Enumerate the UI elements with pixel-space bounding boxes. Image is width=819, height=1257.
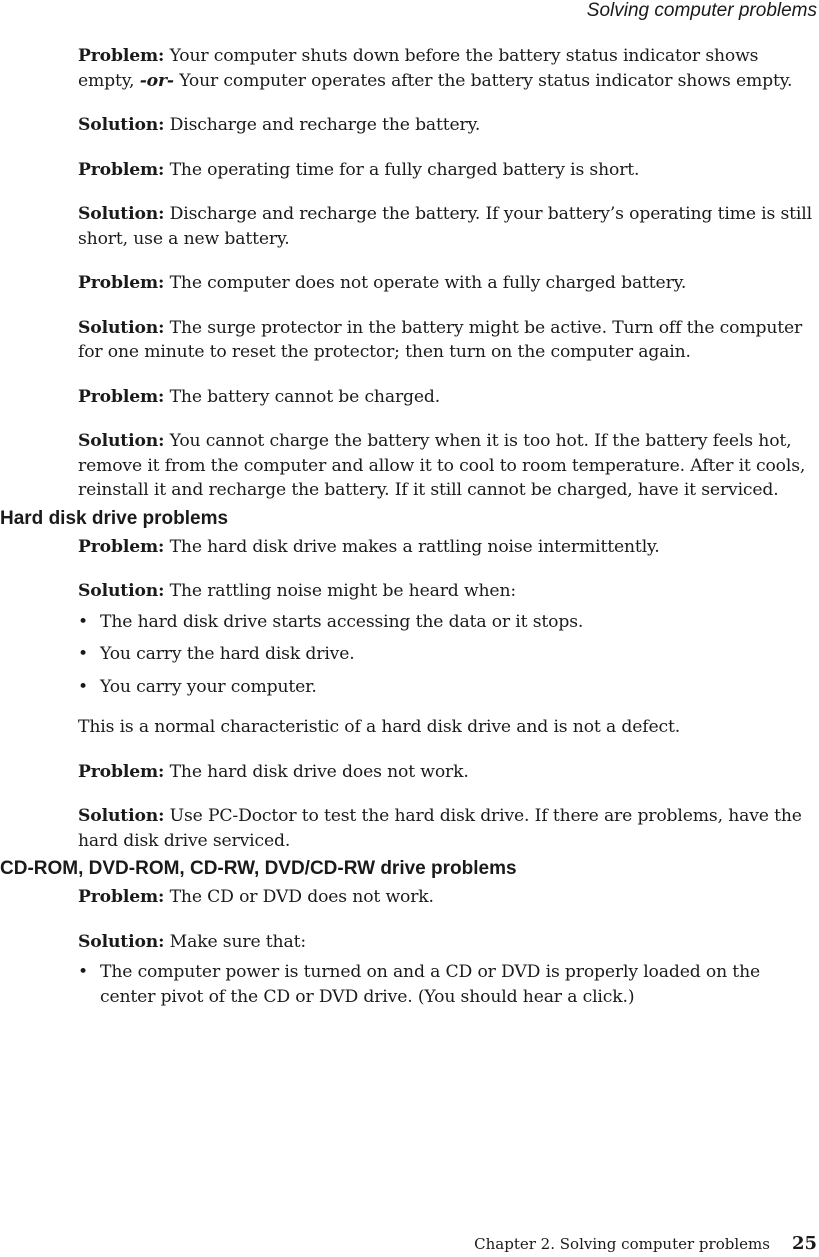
solution-paragraph xyxy=(78,930,816,955)
problem-label: Problem: xyxy=(78,536,165,557)
solution-label: Solution: xyxy=(78,806,165,826)
solution-label: Solution: xyxy=(78,581,165,601)
paragraph-text: The hard disk drive makes a rattling noise intermittently. xyxy=(169,536,660,557)
paragraph-text: Discharge and recharge the battery. xyxy=(169,115,481,135)
or-separator: -or- xyxy=(139,70,174,91)
solution-paragraph xyxy=(78,804,816,853)
paragraph-text: You cannot charge the battery when it is too hot. If the battery feels hot, remove it from the computer and allow it to cool to room temperature. After it cools, reinstall it and recharge the battery. If it still cannot be charged, have it serviced. xyxy=(78,431,806,500)
solution-label: Solution: xyxy=(78,317,165,338)
solution-label: Solution: xyxy=(78,931,165,952)
page-number: 25 xyxy=(791,1233,817,1254)
paragraph-text: Use PC-Doctor to test the hard disk drive. If there are problems, have the hard disk drive serviced. xyxy=(78,806,802,851)
problem-label: Problem: xyxy=(78,761,165,782)
solution-paragraph xyxy=(78,202,816,251)
paragraph-text: Your computer shuts down before the battery status indicator shows empty, xyxy=(78,46,759,91)
paragraph-text: The surge protector in the battery might be active. Turn off the computer for one minute to reset the protector; then turn on the computer again. xyxy=(78,317,803,362)
paragraph-text: The computer does not operate with a fully charged battery. xyxy=(169,273,687,293)
section-heading-hard-disk: Hard disk drive problems xyxy=(0,507,229,529)
bullet-marker: • xyxy=(78,962,88,982)
list-item: • You carry the hard disk drive. xyxy=(78,642,816,667)
problem-paragraph xyxy=(78,271,816,296)
problem-paragraph xyxy=(78,535,816,560)
section-heading-cd-dvd: CD-ROM, DVD-ROM, CD-RW, DVD/CD-RW drive problems xyxy=(0,858,517,879)
list-item: • The hard disk drive starts accessing the data or it stops. xyxy=(78,610,816,635)
footer-chapter: Chapter 2. Solving computer problems xyxy=(474,1235,770,1253)
problem-label: Problem: xyxy=(78,273,165,293)
paragraph-text: Your computer operates after the battery status indicator shows empty. xyxy=(179,70,793,91)
paragraph-text: The operating time for a fully charged battery is short. xyxy=(169,159,640,180)
list-item: • You carry your computer. xyxy=(78,675,816,700)
page-footer xyxy=(474,1233,817,1255)
problem-label: Problem: xyxy=(78,46,165,66)
problem-paragraph xyxy=(78,44,816,93)
page-body xyxy=(0,44,816,1025)
problem-paragraph xyxy=(78,385,816,410)
list-item: • The computer power is turned on and a CD or DVD is properly loaded on the center pivot of the CD or DVD drive. (You should hear a click.) xyxy=(78,962,761,1007)
bullet-marker: • xyxy=(78,676,88,697)
paragraph-text: Discharge and recharge the battery. If your battery’s operating time is still short, use a new battery. xyxy=(78,204,812,249)
bullet-list xyxy=(78,960,816,1009)
paragraph-text: The hard disk drive does not work. xyxy=(169,761,469,782)
problem-paragraph xyxy=(78,885,816,910)
problem-paragraph xyxy=(78,158,816,183)
note-paragraph: This is a normal characteristic of a hard disk drive and is not a defect. xyxy=(78,717,681,737)
solution-label: Solution: xyxy=(78,431,165,451)
paragraph-text: Make sure that: xyxy=(169,931,306,952)
problem-label: Problem: xyxy=(78,386,165,407)
problem-label: Problem: xyxy=(78,887,165,907)
solution-paragraph xyxy=(78,429,816,503)
paragraph-text: The rattling noise might be heard when: xyxy=(169,581,517,601)
paragraph-text: The battery cannot be charged. xyxy=(169,386,441,407)
solution-paragraph xyxy=(78,579,816,604)
solution-label: Solution: xyxy=(78,115,165,135)
solution-label: Solution: xyxy=(78,204,165,224)
paragraph-text: The CD or DVD does not work. xyxy=(169,887,434,907)
solution-paragraph xyxy=(78,113,816,138)
solution-paragraph xyxy=(78,316,816,365)
bullet-list xyxy=(78,610,816,700)
problem-paragraph xyxy=(78,760,816,785)
problem-label: Problem: xyxy=(78,159,165,180)
running-header: Solving computer problems xyxy=(586,0,817,21)
bullet-marker: • xyxy=(78,644,88,664)
bullet-marker: • xyxy=(78,611,88,632)
